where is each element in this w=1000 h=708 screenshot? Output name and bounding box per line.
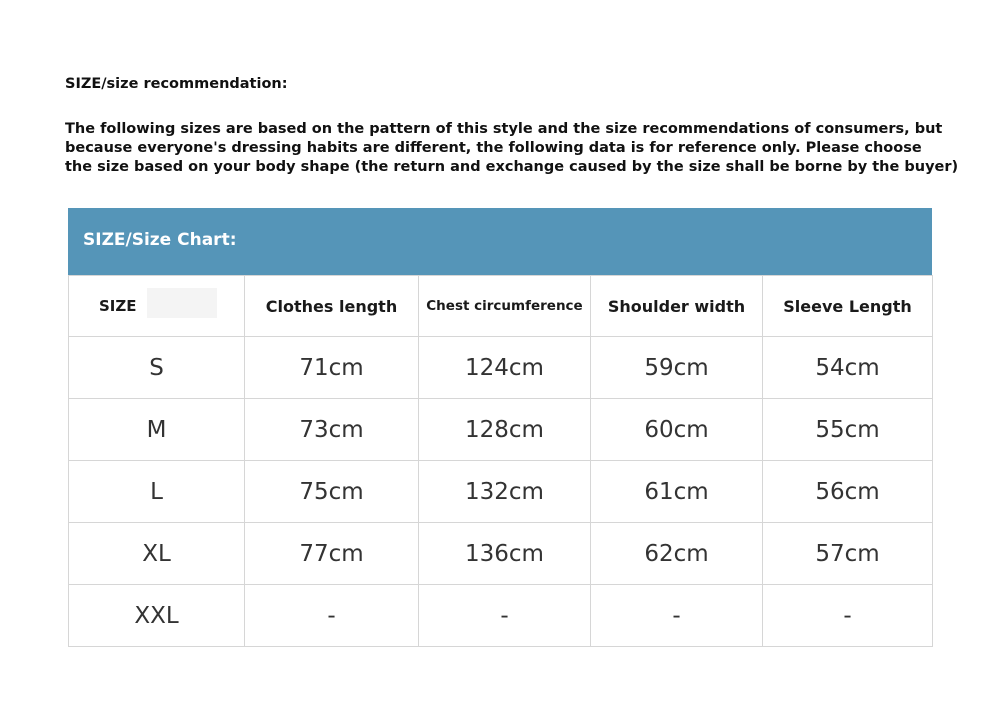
intro-line: The following sizes are based on the pattern of this style and the size recommendations of consumers, but <box>65 121 943 137</box>
size-chart-banner: SIZE/Size Chart: <box>68 208 932 275</box>
table-row <box>69 399 933 461</box>
table-cell: - <box>245 585 419 647</box>
intro-line: because everyone's dressing habits are different, the following data is for reference only. Please choose <box>65 140 922 156</box>
table-cell: 75cm <box>245 461 419 523</box>
table-cell: 54cm <box>763 337 933 399</box>
table-cell: 136cm <box>419 523 591 585</box>
table-cell: 73cm <box>245 399 419 461</box>
table-cell: 59cm <box>591 337 763 399</box>
table-cell: 57cm <box>763 523 933 585</box>
table-cell: - <box>591 585 763 647</box>
table-cell: 124cm <box>419 337 591 399</box>
table-cell: 71cm <box>245 337 419 399</box>
table-cell: 61cm <box>591 461 763 523</box>
table-row <box>69 461 933 523</box>
size-table <box>68 275 933 647</box>
size-cell: L <box>69 461 245 523</box>
table-row <box>69 337 933 399</box>
column-header-sleeve-length: Sleeve Length <box>763 276 933 337</box>
intro-paragraph <box>65 120 959 177</box>
column-header-size: SIZE <box>69 276 245 337</box>
size-chart <box>68 208 932 647</box>
table-cell: - <box>419 585 591 647</box>
table-cell: 55cm <box>763 399 933 461</box>
size-cell: XL <box>69 523 245 585</box>
table-row <box>69 523 933 585</box>
intro-line: the size based on your body shape (the return and exchange caused by the size shall be borne by the buyer) <box>65 159 959 175</box>
table-cell: 77cm <box>245 523 419 585</box>
column-header-chest-circumference: Chest circumference <box>419 276 591 337</box>
table-cell: 60cm <box>591 399 763 461</box>
size-cell: S <box>69 337 245 399</box>
table-cell: 62cm <box>591 523 763 585</box>
table-cell: - <box>763 585 933 647</box>
table-cell: 128cm <box>419 399 591 461</box>
column-header-clothes-length: Clothes length <box>245 276 419 337</box>
table-header-row <box>69 276 933 337</box>
column-header-shoulder-width: Shoulder width <box>591 276 763 337</box>
table-cell: 56cm <box>763 461 933 523</box>
size-cell: XXL <box>69 585 245 647</box>
size-cell: M <box>69 399 245 461</box>
page-heading: SIZE/size recommendation: <box>65 76 288 92</box>
table-row <box>69 585 933 647</box>
table-cell: 132cm <box>419 461 591 523</box>
